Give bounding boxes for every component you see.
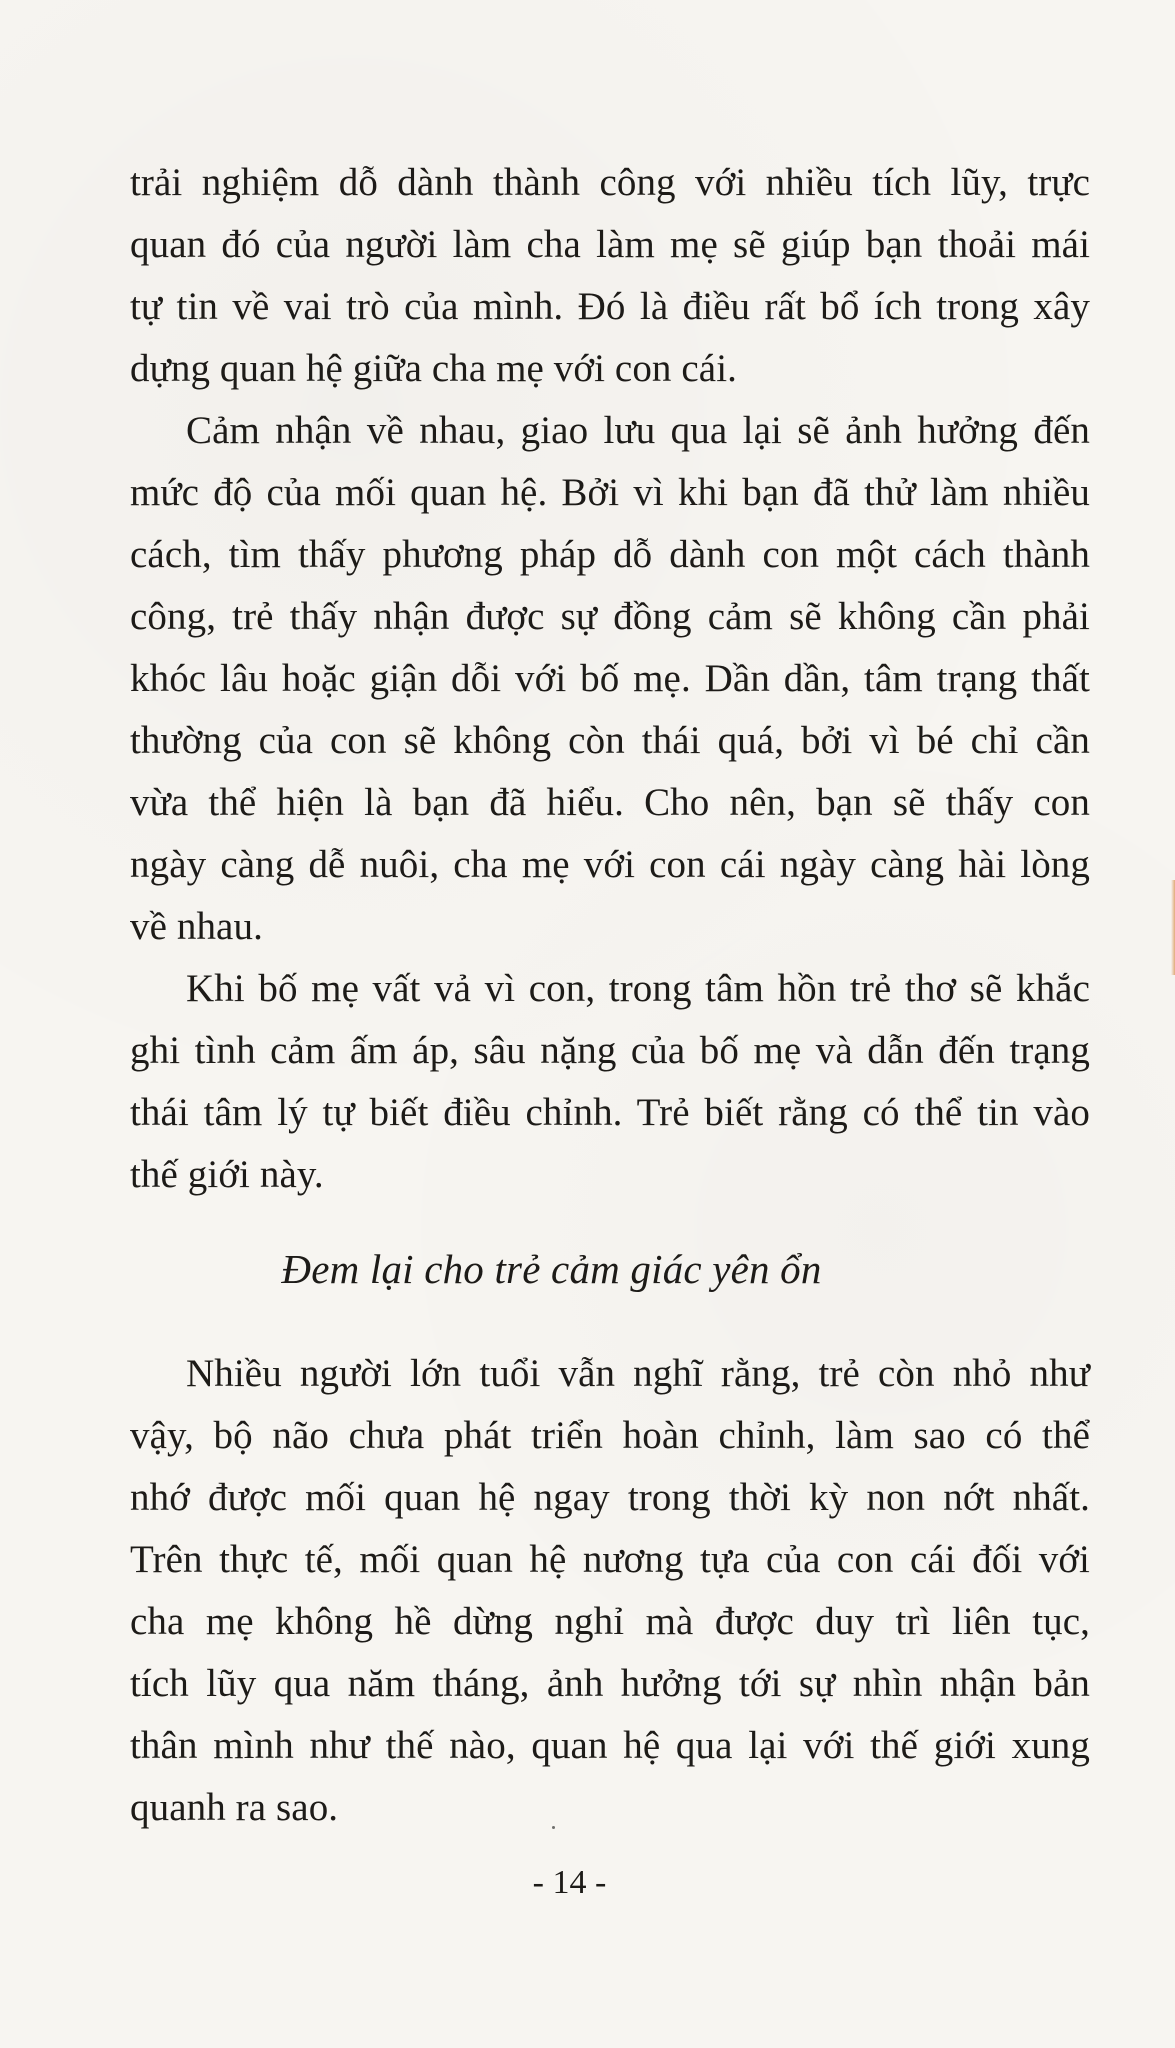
- paragraph-2-line-9: về nhau.: [130, 905, 263, 948]
- paragraph-4-line-7: thân mình như thế nào, quan hệ qua lại với thế giới xung: [130, 1724, 1090, 1767]
- paragraph-1: [130, 152, 1090, 400]
- paragraph-4-line-5: cha mẹ không hề dừng nghỉ mà được duy trì liên tục,: [130, 1600, 1090, 1643]
- paragraph-3-line-1: Khi bố mẹ vất vả vì con, trong tâm hồn trẻ thơ sẽ khắc: [186, 967, 1090, 1010]
- paragraph-2-line-3: cách, tìm thấy phương pháp dỗ dành con một cách thành: [130, 533, 1090, 576]
- paragraph-4-line-3: nhớ được mối quan hệ ngay trong thời kỳ non nớt nhất.: [130, 1476, 1090, 1519]
- paragraph-2-line-5: khóc lâu hoặc giận dỗi với bố mẹ. Dần dần, tâm trạng thất: [130, 657, 1090, 700]
- paragraph-2-line-2: mức độ của mối quan hệ. Bởi vì khi bạn đã thử làm nhiều: [130, 471, 1090, 514]
- paragraph-3-line-2: ghi tình cảm ấm áp, sâu nặng của bố mẹ và dẫn đến trạng: [130, 1029, 1090, 1072]
- paragraph-4-line-8: quanh ra sao.: [130, 1786, 339, 1829]
- paragraph-2-line-7: vừa thể hiện là bạn đã hiểu. Cho nên, bạn sẽ thấy con: [130, 781, 1090, 824]
- paragraph-2-line-8: ngày càng dễ nuôi, cha mẹ với con cái ngày càng hài lòng: [130, 843, 1090, 886]
- paragraph-1-line-1: trải nghiệm dỗ dành thành công với nhiều tích lũy, trực: [130, 161, 1090, 204]
- paragraph-2: [130, 400, 1090, 958]
- ink-speck: [552, 1826, 555, 1829]
- paragraph-1-line-3: tự tin về vai trò của mình. Đó là điều rất bổ ích trong xây: [130, 285, 1090, 328]
- page-edge-mark: [1171, 880, 1175, 975]
- paragraph-2-line-6: thường của con sẽ không còn thái quá, bởi vì bé chỉ cần: [130, 719, 1090, 762]
- paragraph-1-line-4: dựng quan hệ giữa cha mẹ với con cái.: [130, 347, 737, 390]
- paragraph-4-line-1: Nhiều người lớn tuổi vẫn nghĩ rằng, trẻ còn nhỏ như: [186, 1352, 1090, 1395]
- paragraph-3-line-3: thái tâm lý tự biết điều chỉnh. Trẻ biết rằng có thể tin vào: [130, 1091, 1090, 1134]
- paragraph-4-line-4: Trên thực tế, mối quan hệ nương tựa của con cái đối với: [130, 1538, 1090, 1581]
- section-heading: Đem lại cho trẻ cảm giác yên ổn: [281, 1246, 822, 1292]
- paragraph-1-line-2: quan đó của người làm cha làm mẹ sẽ giúp bạn thoải mái: [130, 223, 1090, 266]
- paragraph-2-line-1: Cảm nhận về nhau, giao lưu qua lại sẽ ảnh hưởng đến: [186, 409, 1090, 452]
- paragraph-4-line-2: vậy, bộ não chưa phát triển hoàn chỉnh, làm sao có thể: [130, 1414, 1090, 1457]
- paragraph-4-line-6: tích lũy qua năm tháng, ảnh hưởng tới sự nhìn nhận bản: [130, 1662, 1090, 1705]
- paragraph-2-line-4: công, trẻ thấy nhận được sự đồng cảm sẽ không cần phải: [130, 595, 1090, 638]
- paragraph-3-line-4: thế giới này.: [130, 1153, 324, 1196]
- paragraph-4: [130, 1343, 1090, 1839]
- paragraph-3: [130, 958, 1090, 1206]
- page-number: - 14 -: [532, 1864, 607, 1901]
